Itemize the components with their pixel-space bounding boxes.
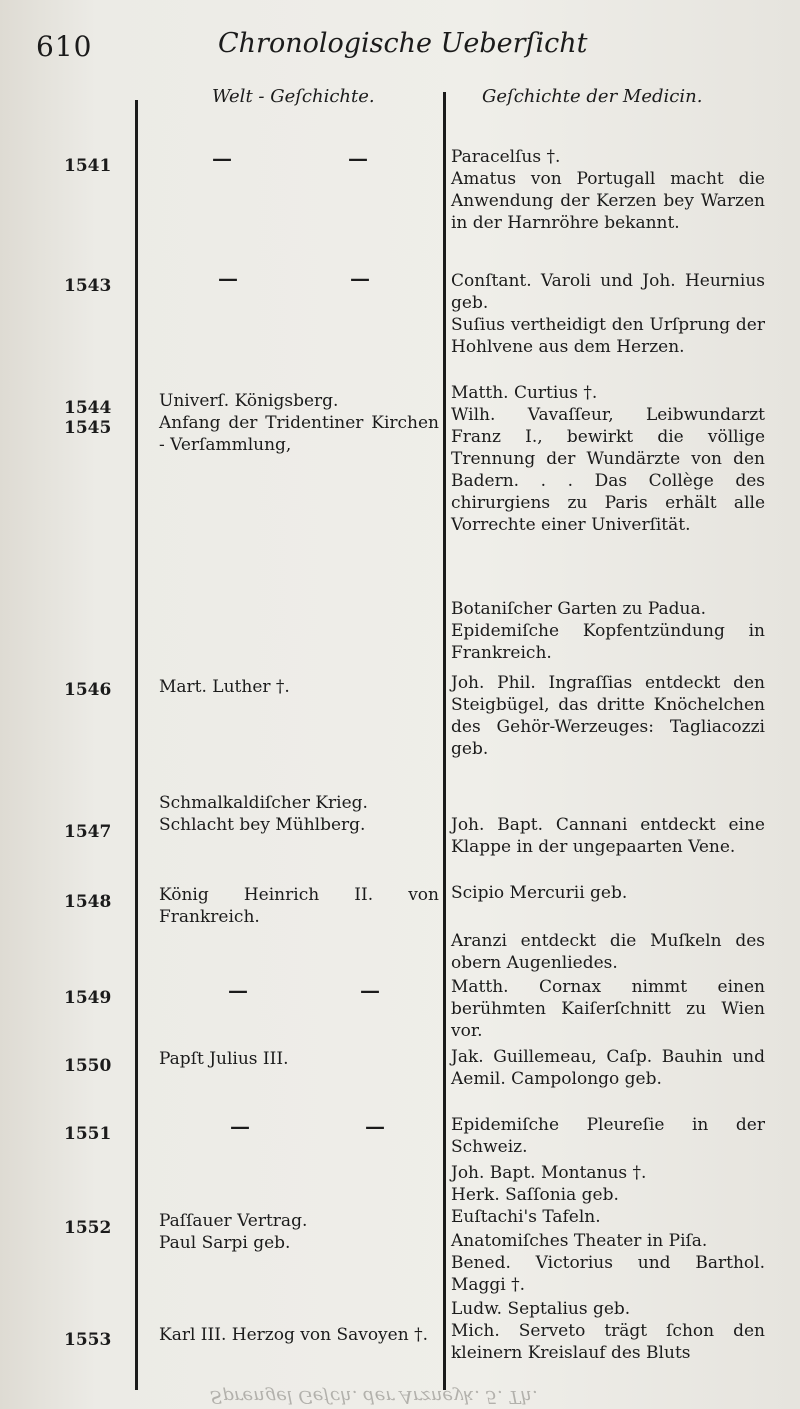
page-number: 610 [36,30,93,63]
medicine-event: Scipio Mercurii geb. [451,883,628,903]
world-event: Schlacht bey Mühlberg. [159,815,366,835]
dash-mark: — [212,146,232,170]
year-label: 1550 [64,1056,112,1076]
dash-mark: — [365,1114,385,1138]
medicine-event: Joh. Bapt. Cannani entdeckt eine Klappe in der ungepaarten Vene. [451,815,765,857]
dash-mark: — [228,978,248,1002]
medicine-event: Matth. Curtius †. [451,383,598,403]
medicine-event: Paracelſus †. [451,147,561,167]
dash-mark: — [350,266,370,290]
medicine-event: Euſtachi's Tafeln. [451,1207,601,1227]
dash-mark: — [218,266,238,290]
medicine-event: Conſtant. Varoli und Joh. Heurnius geb. [451,271,765,313]
world-event: Karl III. Herzog von Savoyen †. [159,1325,428,1345]
medicine-event: Bened. Victorius und Barthol. Maggi †. [451,1253,765,1295]
medicine-event: Ludw. Septalius geb. [451,1299,631,1319]
medicine-event: Amatus von Portugall macht die Anwendung der Kerzen bey Warzen in der Harnröhre bekannt. [451,169,765,233]
dash-mark: — [360,978,380,1002]
medicine-event: Botaniſcher Garten zu Padua. [451,599,707,619]
page-title: Chronologische Ueberſicht [218,28,588,59]
dash-mark: — [348,146,368,170]
medicine-history-header: Geſchichte der Medicin. [482,86,703,107]
bleed-through-text: Sprengel Geſch. der Arzneyk. 5. Th. [210,1386,538,1407]
world-event: Paul Sarpi geb. [159,1233,291,1253]
year-label: 1549 [64,988,112,1008]
world-event: Mart. Luther †. [159,677,290,697]
year-label: 1543 [64,276,112,296]
medicine-event: Joh. Phil. Ingraſſias entdeckt den Steigbügel, das dritte Knöchelchen des Gehör-Werzeuges: Tagliacozzi geb. [451,673,765,759]
medicine-event: Epidemiſche Pleureſie in der Schweiz. [451,1115,765,1157]
medicine-event: Suſius vertheidigt den Urſprung der Hohlvene aus dem Herzen. [451,315,765,357]
left-column-rule [135,100,138,1390]
world-history-header: Welt - Geſchichte. [212,86,375,107]
middle-column-rule [443,92,446,1390]
year-label: 1547 [64,822,112,842]
year-label: 1546 [64,680,112,700]
medicine-event: Anatomiſches Theater in Piſa. [451,1231,708,1251]
dash-mark: — [230,1114,250,1138]
world-event: Paſſauer Vertrag. [159,1211,308,1231]
medicine-event: Wilh. Vavaſſeur, Leibwundarzt Franz I., bewirkt die völlige Trennung der Wundärzte von den Badern. . . Das Collège des chirurgiens zu Paris erhält alle Vorrechte einer Univerſität. [451,405,765,535]
medicine-event: Epidemiſche Kopfentzündung in Frankreich. [451,621,765,663]
medicine-event: Joh. Bapt. Montanus †. [451,1163,647,1183]
medicine-event: Matth. Cornax nimmt einen berühmten Kaiſerſchnitt zu Wien vor. [451,977,765,1041]
year-label: 1545 [64,418,112,438]
year-label: 1541 [64,156,112,176]
year-label: 1544 [64,398,112,418]
world-event: König Heinrich II. von Frankreich. [159,885,439,927]
year-label: 1553 [64,1330,112,1350]
medicine-event: Aranzi entdeckt die Muſkeln des obern Augenliedes. [451,931,765,973]
medicine-event: Mich. Serveto trägt ſchon den kleinern Kreislauf des Bluts [451,1321,765,1363]
world-event: Univerſ. Königsberg. [159,391,339,411]
year-label: 1548 [64,892,112,912]
world-event: Schmalkaldiſcher Krieg. [159,793,368,813]
medicine-event: Jak. Guillemeau, Caſp. Bauhin und Aemil. Campolongo geb. [451,1047,765,1089]
world-event: Papſt Julius III. [159,1049,289,1069]
medicine-event: Herk. Saſſonia geb. [451,1185,619,1205]
year-label: 1551 [64,1124,112,1144]
year-label: 1552 [64,1218,112,1238]
world-event: Anfang der Tridentiner Kirchen - Verſammlung, [159,413,439,455]
